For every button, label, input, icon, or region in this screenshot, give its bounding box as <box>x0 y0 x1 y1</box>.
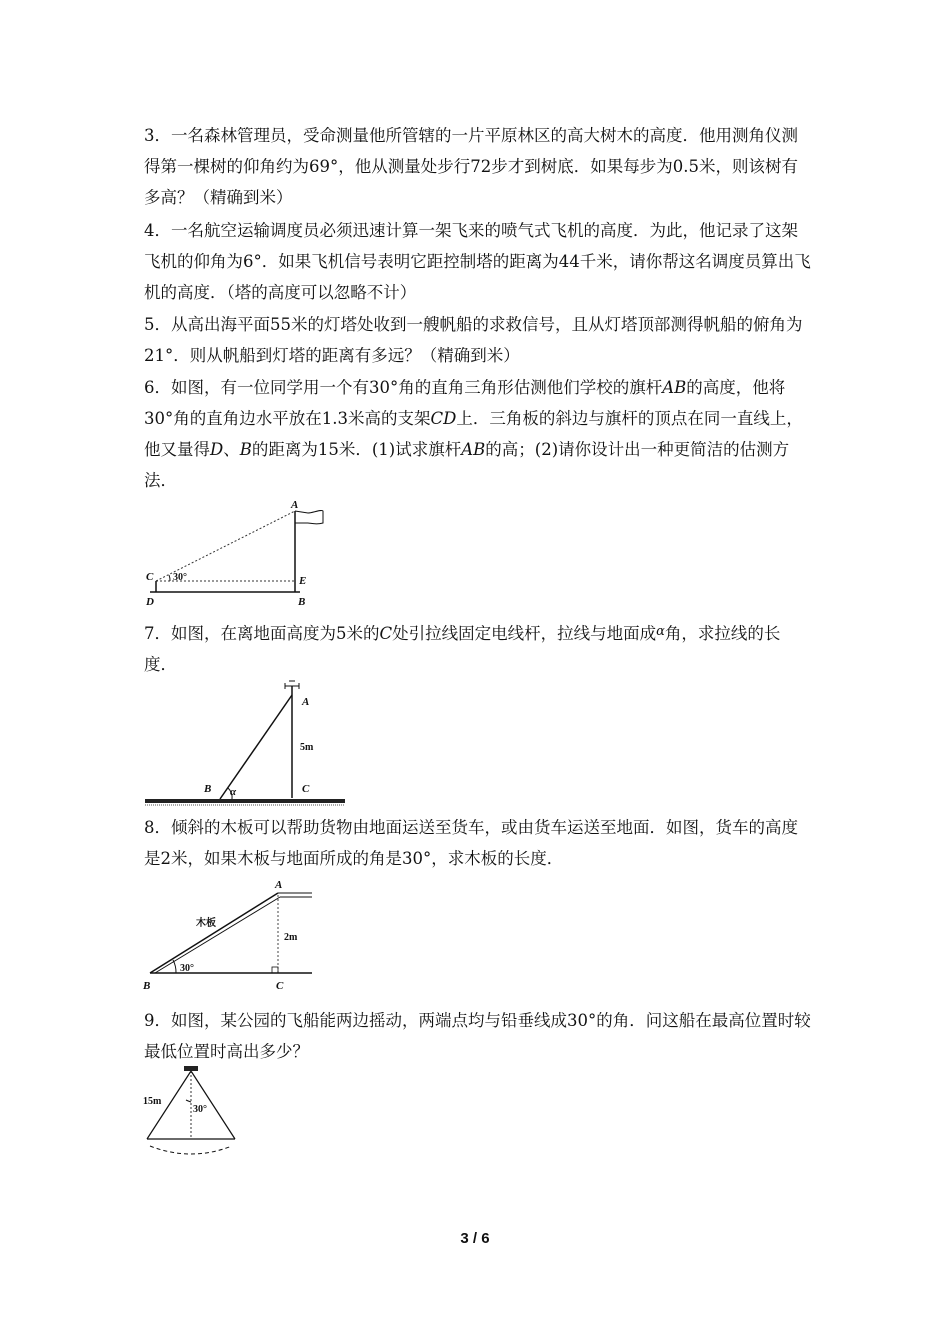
p6-ab-1: AB <box>662 378 687 397</box>
fig7-label-b: B <box>204 783 212 795</box>
fig6-angle: 30° <box>173 572 187 583</box>
p7-alpha: α <box>656 624 665 639</box>
problem-8: 8．倾斜的木板可以帮助货物由地面运送至货车，或由货车运送至地面．如图，货车的高度是2米，如果木板与地面所成的角是30°，求木板的长度． <box>144 818 798 868</box>
p6-text-a: 6．如图，有一位同学用一个有30°角的直角三角形估测他们学校的旗杆 <box>144 378 663 397</box>
fig8-angle: 30° <box>180 963 194 974</box>
fig6-label-a: A <box>291 499 299 511</box>
problem-5: 5．从高出海平面55米的灯塔处收到一艘帆船的求救信号，且从灯塔顶部测得帆船的俯角为21°．则从帆船到灯塔的距离有多远？（精确到米） <box>144 315 803 365</box>
p6-ab-2: AB <box>461 440 486 459</box>
fig9-length: 15m <box>143 1096 162 1107</box>
p6-sep: 、 <box>223 440 240 459</box>
p6-text-c: 上．三角板的斜边与旗杆的顶点在同一直线上，他又量得 <box>144 409 803 459</box>
page-number: 3 / 6 <box>460 1230 490 1247</box>
fig6-label-c: C <box>146 571 154 583</box>
fig7-label-c: C <box>302 783 310 795</box>
fig8-label-a: A <box>275 879 283 891</box>
p7-text-a: 7．如图，在离地面高度为5米的 <box>144 624 380 643</box>
fig8-board-label: 木板 <box>196 918 216 929</box>
fig6-label-b: B <box>298 596 306 608</box>
fig7-height: 5m <box>300 742 314 753</box>
p7-text-d: 角，求拉线的长度． <box>144 624 781 674</box>
fig6-label-d: D <box>146 596 154 608</box>
p6-text-g: 的高；(2)请你设计出一种更简洁的估测方法． <box>144 440 790 490</box>
fig6-label-e: E <box>299 575 307 587</box>
problem-6 <box>144 372 812 496</box>
p6-cd: CD <box>430 409 457 428</box>
figure-9-swing-ship <box>140 1062 250 1162</box>
problem-3: 3．一名森林管理员，受命测量他所管辖的一片平原林区的高大树木的高度．他用测角仪测得第一棵树的仰角约为69°，他从测量处步行72步才到树底．如果每步为0.5米，则该树有多高？（精确到米） <box>144 126 798 207</box>
fig9-angle: 30° <box>193 1104 207 1115</box>
p6-text-f: 的距离为15米．(1)试求旗杆 <box>251 440 462 459</box>
fig7-label-a: A <box>302 696 310 708</box>
p7-c: C <box>379 624 393 643</box>
figure-8-board <box>140 878 340 998</box>
problem-9: 9．如图，某公园的飞船能两边摇动，两端点均与铅垂线成30°的角．问这船在最高位置时较最低位置时高出多少？ <box>144 1011 811 1061</box>
problem-7 <box>144 616 812 680</box>
fig8-label-c: C <box>276 980 284 992</box>
p6-text-b: 的高度，他将30°角的直角边水平放在1.3米高的支架 <box>144 378 786 428</box>
fig7-alpha: α <box>230 786 237 798</box>
p7-text-b: 处引拉线固定电线杆，拉线与地面成 <box>392 624 657 643</box>
figure-6-flagpole <box>140 495 340 610</box>
p6-b: B <box>239 440 252 459</box>
problem-4: 4．一名航空运输调度员必须迅速计算一架飞来的喷气式飞机的高度．为此，他记录了这架飞机的仰角为6°．如果飞机信号表明它距控制塔的距离为44千米，请你帮这名调度员算出飞机的高度．（塔的高度可以忽略不计） <box>144 221 811 302</box>
fig8-label-b: B <box>143 980 151 992</box>
p6-d: D <box>210 440 224 459</box>
figure-7-pole <box>140 678 350 810</box>
fig8-height: 2m <box>284 932 298 943</box>
